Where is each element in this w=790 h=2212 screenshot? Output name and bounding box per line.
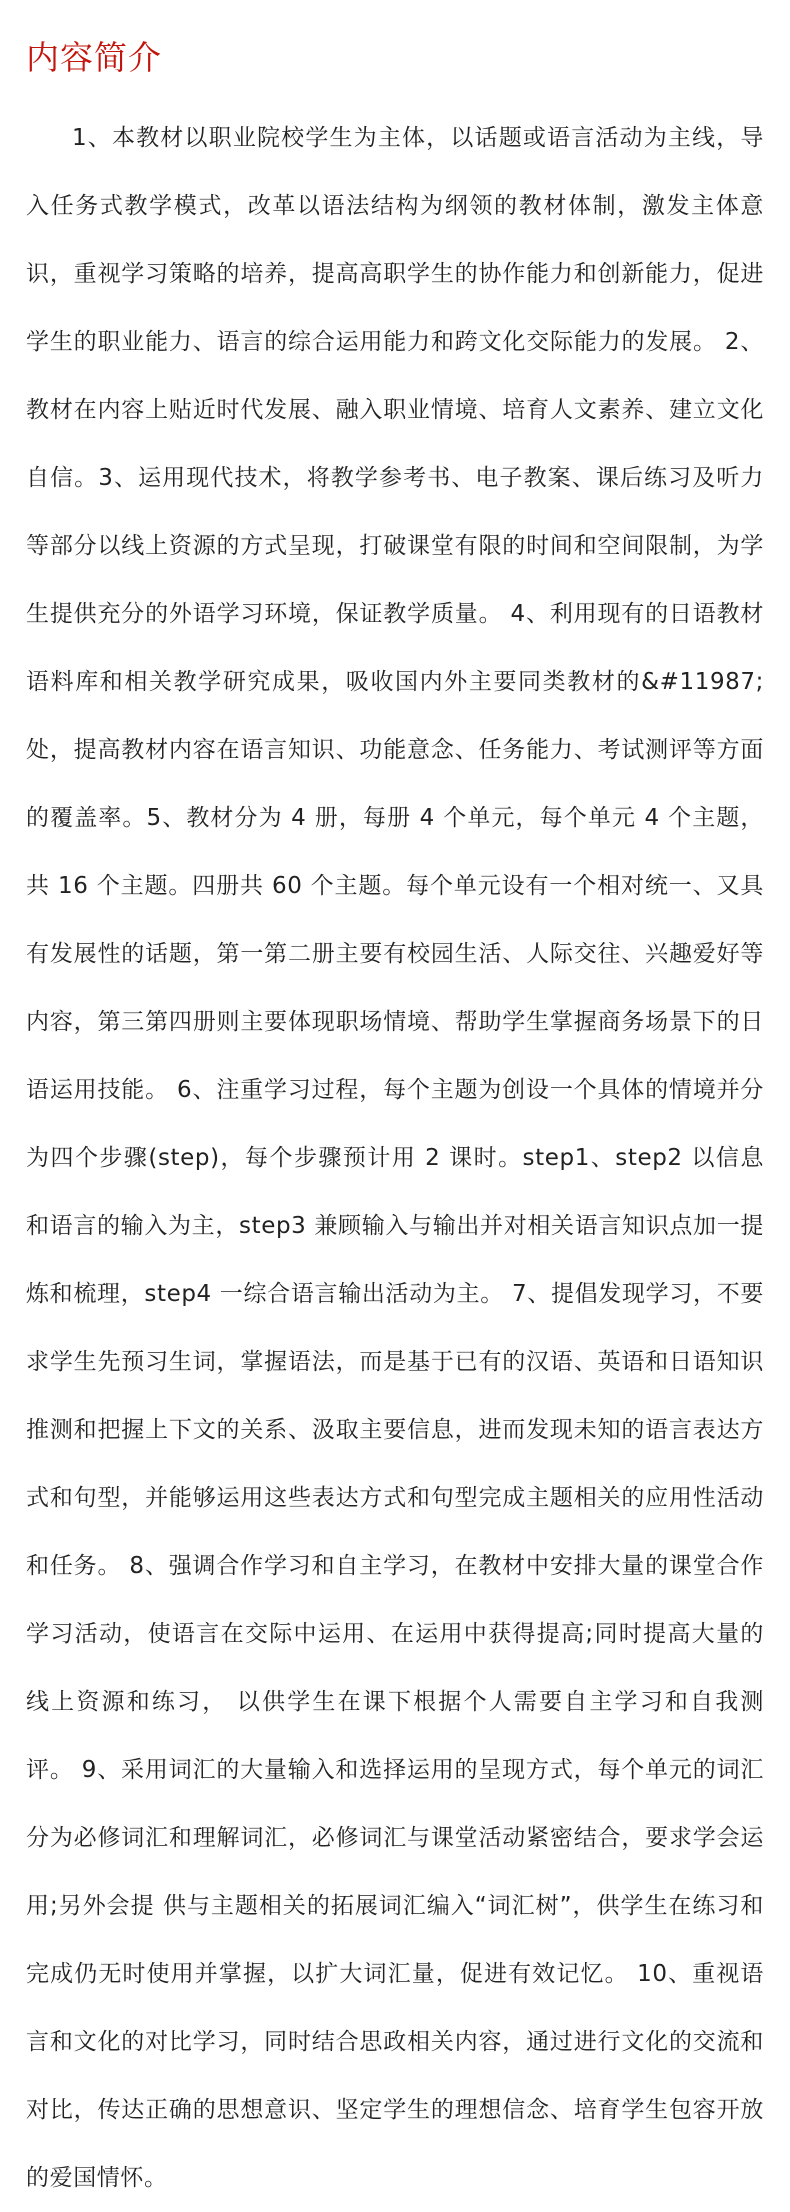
section-heading: 内容简介 (26, 38, 162, 77)
intro-paragraph: 1、本教材以职业院校学生为主体，以话题或语言活动为主线，导入任务式教学模式，改革以语法结构为纲领的教材体制，激发主体意识，重视学习策略的培养，提高高职学生的协作能力和创新能力，促进学生的职业能力、语言的综合运用能力和跨文化交际能力的发展。 2、教材在内容上贴近时代发展、融入职业情境、培育人文素养、建立文化自信。3、运用现代技术，将教学参考书、电子教案、课后练习及听力等部分以线上资源的方式呈现，打破课堂有限的时间和空间限制，为学生提供充分的外语学习环境，保证教学质量。 4、利用现有的日语教材语料库和相关教学研究成果，吸收国内外主要同类教材的&#11987;处，提高教材内容在语言知识、功能意念、任务能力、考试测评等方面的覆盖率。5、教材分为 4 册，每册 4 个单元，每个单元 4 个主题，共 16 个主题。四册共 60 个主题。每个单元设有一个相对统一、又具有发展性的话题，第一第二册主要有校园生活、人际交往、兴趣爱好等内容，第三第四册则主要体现职场情境、帮助学生掌握商务场景下的日语运用技能。 6、注重学习过程，每个主题为创设一个具体的情境并分为四个步骤(step)，每个步骤预计用 2 课时。step1、step2 以信息和语言的输入为主，step3 兼顾输入与输出并对相关语言知识点加一提炼和梳理，step4 一综合语言输出活动为主。 7、提倡发现学习，不要求学生先预习生词，掌握语法，而是基于已有的汉语、英语和日语知识推测和把握上下文的关系、汲取主要信息，进而发现未知的语言表达方式和句型，并能够运用这些表达方式和句型完成主题相关的应用性活动和任务。 8、强调合作学习和自主学习，在教材中安排大量的课堂合作学习活动，使语言在交际中运用、在运用中获得提高;同时提高大量的线上资源和练习， 以供学生在课下根据个人需要自主学习和自我测评。 9、采用词汇的大量输入和选择运用的呈现方式，每个单元的词汇分为必修词汇和理解词汇，必修词汇与课堂活动紧密结合，要求学会运用;另外会提 供与主题相关的拓展词汇编入“词汇树”，供学生在练习和完成仍无时使用并掌握，以扩大词汇量，促进有效记忆。 10、重视语言和文化的对比学习，同时结合思政相关内容，通过进行文化的交流和对比，传达正确的思想意识、坚定学生的理想信念、培育学生包容开放的爱国情怀。 (26, 125, 764, 2191)
